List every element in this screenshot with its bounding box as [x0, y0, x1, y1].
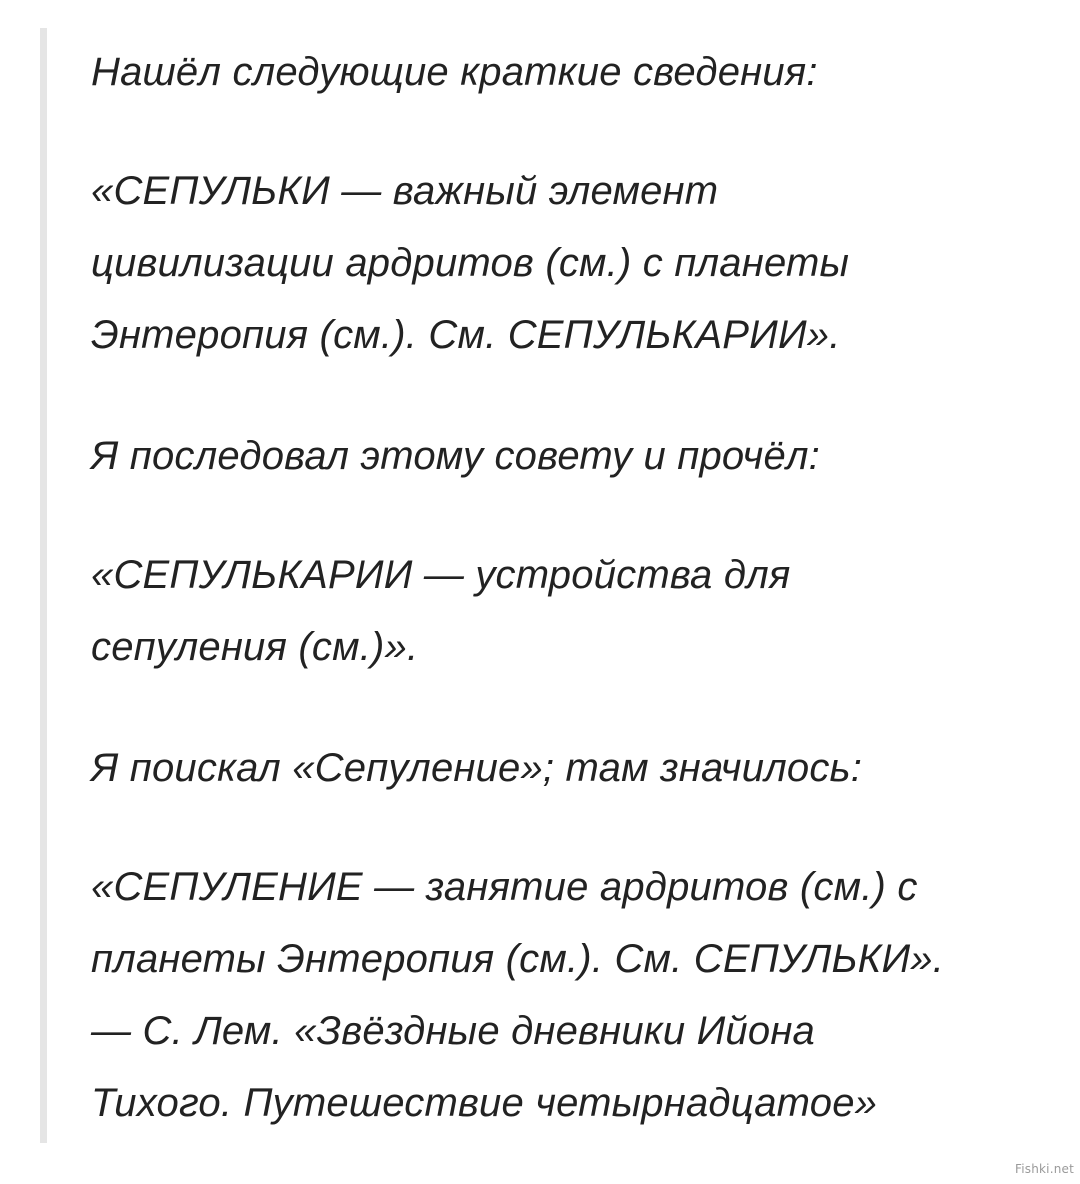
quote-line: «СЕПУЛЬКАРИИ — устройства для	[91, 553, 791, 597]
quote-line: Энтеропия (см.). См. СЕПУЛЬКАРИИ».	[91, 313, 841, 357]
quote-line: «СЕПУЛЕНИЕ — занятие ардритов (см.) с	[91, 865, 918, 909]
quote-line: Я поискал «Сепуление»; там значилось:	[91, 746, 863, 790]
quote-line: Тихого. Путешествие четырнадцатое»	[91, 1081, 878, 1125]
quote-line: «СЕПУЛЬКИ — важный элемент	[91, 169, 719, 213]
quote-line: планеты Энтеропия (см.). См. СЕПУЛЬКИ».	[91, 937, 945, 981]
quote-line: Я последовал этому совету и прочёл:	[91, 434, 820, 478]
quote-line: — С. Лем. «Звёздные дневники Ийона	[91, 1009, 815, 1053]
watermark: Fishki.net	[1014, 1162, 1074, 1176]
quote-line: сепуления (см.)».	[91, 625, 419, 669]
quote-line: Нашёл следующие краткие сведения:	[91, 50, 818, 94]
blockquote-border	[40, 28, 47, 1143]
quote-line: цивилизации ардритов (см.) с планеты	[91, 241, 850, 285]
